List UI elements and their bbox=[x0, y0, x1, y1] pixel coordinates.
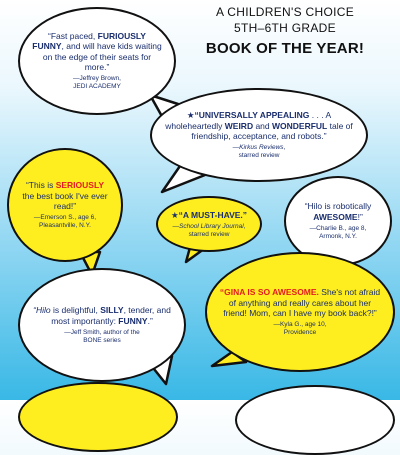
quote-bubble-bottom-left bbox=[18, 382, 178, 452]
quote-attribution: —School Library Journal, starred review bbox=[172, 222, 246, 238]
quote-bubble-slj bbox=[156, 196, 262, 252]
award-line-2: 5TH–6TH GRADE bbox=[234, 21, 336, 35]
quote-attribution: —Kirkus Reviews, starred review bbox=[232, 144, 286, 160]
quote-attribution: —Charlie B., age 8, Armonk, N.Y. bbox=[309, 225, 367, 240]
quote-text: “GINA IS SO AWESOME. She's not afraid of anything and really cares about her friend! Mom, can I have my book back?!” bbox=[219, 287, 381, 318]
quote-text: ★“UNIVERSALLY APPEALING . . . A wholeheartedly WEIRD and WONDERFUL tale of friendship, acceptance, and robots.” bbox=[165, 110, 353, 141]
quote-text: “Hilo is delightful, SILLY, tender, and most importantly: FUNNY.” bbox=[33, 305, 171, 326]
quote-bubble-kirkus bbox=[150, 88, 368, 182]
quote-bubble-jeffrey-brown bbox=[18, 7, 176, 115]
quote-attribution: —Jeffrey Brown, JEDI ACADEMY bbox=[73, 75, 121, 91]
star-icon: ★ bbox=[186, 110, 195, 121]
star-icon: ★ bbox=[170, 209, 179, 220]
quote-bubble-bottom-right bbox=[235, 385, 395, 455]
quote-attribution: —Jeff Smith, author of the BONE series bbox=[64, 329, 140, 344]
quote-attribution: —Emerson S., age 6, Pleasantville, N.Y. bbox=[33, 214, 97, 230]
quote-text: “Hilo is robotically AWESOME!” bbox=[304, 201, 372, 222]
award-line-1: A CHILDREN'S CHOICE bbox=[215, 5, 355, 19]
quote-text: “This is SERIOUSLY the best book I've ever read!” bbox=[22, 180, 108, 211]
quote-text: “Fast paced, FURIOUSLY FUNNY, and will have kids waiting on the edge of their seats for more.” bbox=[32, 30, 162, 73]
award-line-3: BOOK OF THE YEAR! bbox=[205, 40, 365, 57]
quote-attribution: —Kyla G., age 10, Providence bbox=[273, 321, 327, 337]
quote-text: ★“A MUST-HAVE.” bbox=[170, 209, 248, 220]
quote-bubble-jeff-smith bbox=[18, 268, 186, 382]
quote-bubble-kyla bbox=[205, 252, 395, 372]
quote-bubble-emerson bbox=[7, 148, 123, 262]
